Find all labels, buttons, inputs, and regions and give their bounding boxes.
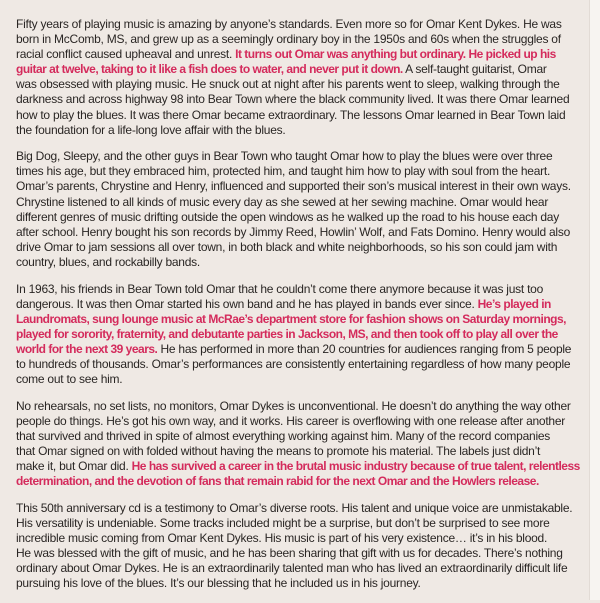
text-line (16, 372, 591, 387)
text-line (16, 164, 591, 179)
body-text: come out to see him. (16, 372, 123, 387)
body-text: how to play the blues. It was there Omar became extraordinary. The lessons Omar learned in Bear Town laid (16, 107, 566, 122)
text-line (16, 399, 591, 414)
text-line (16, 149, 591, 164)
body-text: Big Dog, Sleepy, and the other guys in Bear Town who taught Omar how to play the blues were over three (16, 149, 553, 164)
body-text: darkness and across highway 98 into Bear Town where the black community lived. It was there Omar learned (16, 92, 570, 107)
text-line (16, 357, 591, 372)
text-line (16, 225, 591, 240)
body-text: drive Omar to jam sessions all over town, in both black and white neighborhoods, so his son could jam with (16, 239, 558, 254)
highlighted-text: world for the next 39 years. (16, 341, 158, 356)
text-line (16, 312, 591, 327)
text-line (16, 429, 591, 444)
text-line (16, 92, 591, 107)
paragraph (16, 17, 591, 138)
liner-notes-page (16, 17, 591, 603)
highlighted-text: Laundromats, sung lounge music at McRae’s department store for fashion shows on Saturday mornings, (16, 311, 566, 326)
text-line (16, 47, 591, 62)
body-text: No rehearsals, no set lists, no monitors, Omar Dykes is unconventional. He doesn’t do anything the way other (16, 398, 571, 413)
body-text: This 50th anniversary cd is a testimony to Omar’s diverse roots. His talent and unique voice are unmistakable. (16, 500, 573, 515)
paragraph (16, 501, 591, 592)
highlighted-text: guitar at twelve, taking to it like a fish does to water, and never put it down. (16, 62, 403, 77)
text-line (16, 501, 591, 516)
body-text: racial conflict caused upheaval and unrest. (16, 47, 236, 62)
body-text: A self-taught guitarist, Omar (402, 62, 547, 77)
body-text: that survived and thrived in spite of almost everything working against him. Many of the record companies (16, 428, 551, 443)
text-line (16, 327, 591, 342)
body-text: pursuing his love of the blues. It’s our blessing that he included us in his journey. (16, 576, 421, 591)
text-line (16, 32, 591, 47)
highlighted-text: He’s played in (477, 296, 551, 311)
body-text: ordinary about Omar Dykes. He is an extraordinarily talented man who has lived an extraordinarily difficult life (16, 561, 568, 576)
body-text: incredible music coming from Omar Kent Dykes. His music is part of his very existence… it’s in his blood. (16, 530, 548, 545)
text-line (16, 576, 591, 591)
body-text: dangerous. It was then Omar started his own band and he has played in bands ever since. (16, 296, 478, 311)
body-text: Omar’s parents, Chrystine and Henry, influenced and supported their son’s musical interest in their own ways. (16, 179, 571, 194)
body-text: In 1963, his friends in Bear Town told Omar that he couldn’t come there anymore because it was just too (16, 281, 543, 296)
highlighted-text: He has survived a career in the brutal music industry because of true talent, relentless (131, 459, 580, 474)
body-text: to hundreds of thousands. Omar’s performances are consistently entertaining regardless of how many people (16, 356, 571, 371)
text-line (16, 255, 591, 270)
text-line (16, 210, 591, 225)
text-line (16, 297, 591, 312)
paragraph (16, 399, 591, 490)
text-line (16, 459, 591, 474)
text-line (16, 546, 591, 561)
body-text: He was blessed with the gift of music, and he has been sharing that gift with us for decades. There’s nothing (16, 546, 563, 560)
body-text: Chrystine listened to all kinds of music every day as she sewed at her sewing machine. Omar would hear (16, 194, 549, 209)
text-line (16, 77, 591, 92)
paragraph (16, 282, 591, 388)
text-line (16, 179, 591, 194)
body-text: Fifty years of playing music is amazing by anyone’s standards. Even more so for Omar Kent Dykes. He was (16, 17, 562, 31)
highlighted-text: determination, and the devotion of fans that remain rabid for the next Omar and the Howlers release. (16, 474, 539, 489)
text-line (16, 561, 591, 576)
text-line (16, 516, 591, 531)
body-text: make it, but Omar did. (16, 459, 132, 474)
text-line (16, 62, 591, 77)
text-line (16, 123, 591, 138)
text-line (16, 282, 591, 297)
text-line (16, 531, 591, 546)
body-text: the foundation for a life-long love affair with the blues. (16, 122, 286, 137)
text-line (16, 17, 591, 32)
text-line (16, 195, 591, 210)
highlighted-text: It turns out Omar was anything but ordinary. He picked up his (235, 47, 556, 62)
body-text: country, blues, and rockabilly bands. (16, 254, 200, 269)
highlighted-text: played for sorority, fraternity, and debutante parties in Jackson, MS, and then took off to play all over the (16, 326, 558, 341)
body-text: that Omar signed on with folded without having the means to promote his material. The labels just didn’t (16, 443, 541, 458)
body-text: was obsessed with playing music. He snuck out at night after his parents went to sleep, walking through the (16, 77, 560, 92)
text-line (16, 342, 591, 357)
body-text: people do things. He’s got his own way, and it works. His career is overflowing with one release after another (16, 413, 566, 428)
body-text: different genres of music drifting outside the open windows as he walked up the road to his house each day (16, 209, 559, 224)
text-line (16, 240, 591, 255)
text-line (16, 444, 591, 459)
body-text: His versatility is undeniable. Some tracks included might be a surprise, but don’t be surprised to see more (16, 515, 550, 530)
paragraph (16, 149, 591, 270)
text-line (16, 474, 591, 489)
body-text: born in McComb, MS, and grew up as a seemingly ordinary boy in the 1950s and 60s when the struggles of (16, 32, 561, 47)
body-text: He has performed in more than 20 countries for audiences ranging from 5 people (157, 341, 572, 356)
text-line (16, 414, 591, 429)
body-text: times his age, but they embraced him, protected him, and taught him how to play with soul from the heart. (16, 164, 551, 179)
text-line (16, 108, 591, 123)
body-text: after school. Henry bought his son records by Jimmy Reed, Howlin’ Wolf, and Fats Domino. Henry would also (16, 224, 570, 239)
